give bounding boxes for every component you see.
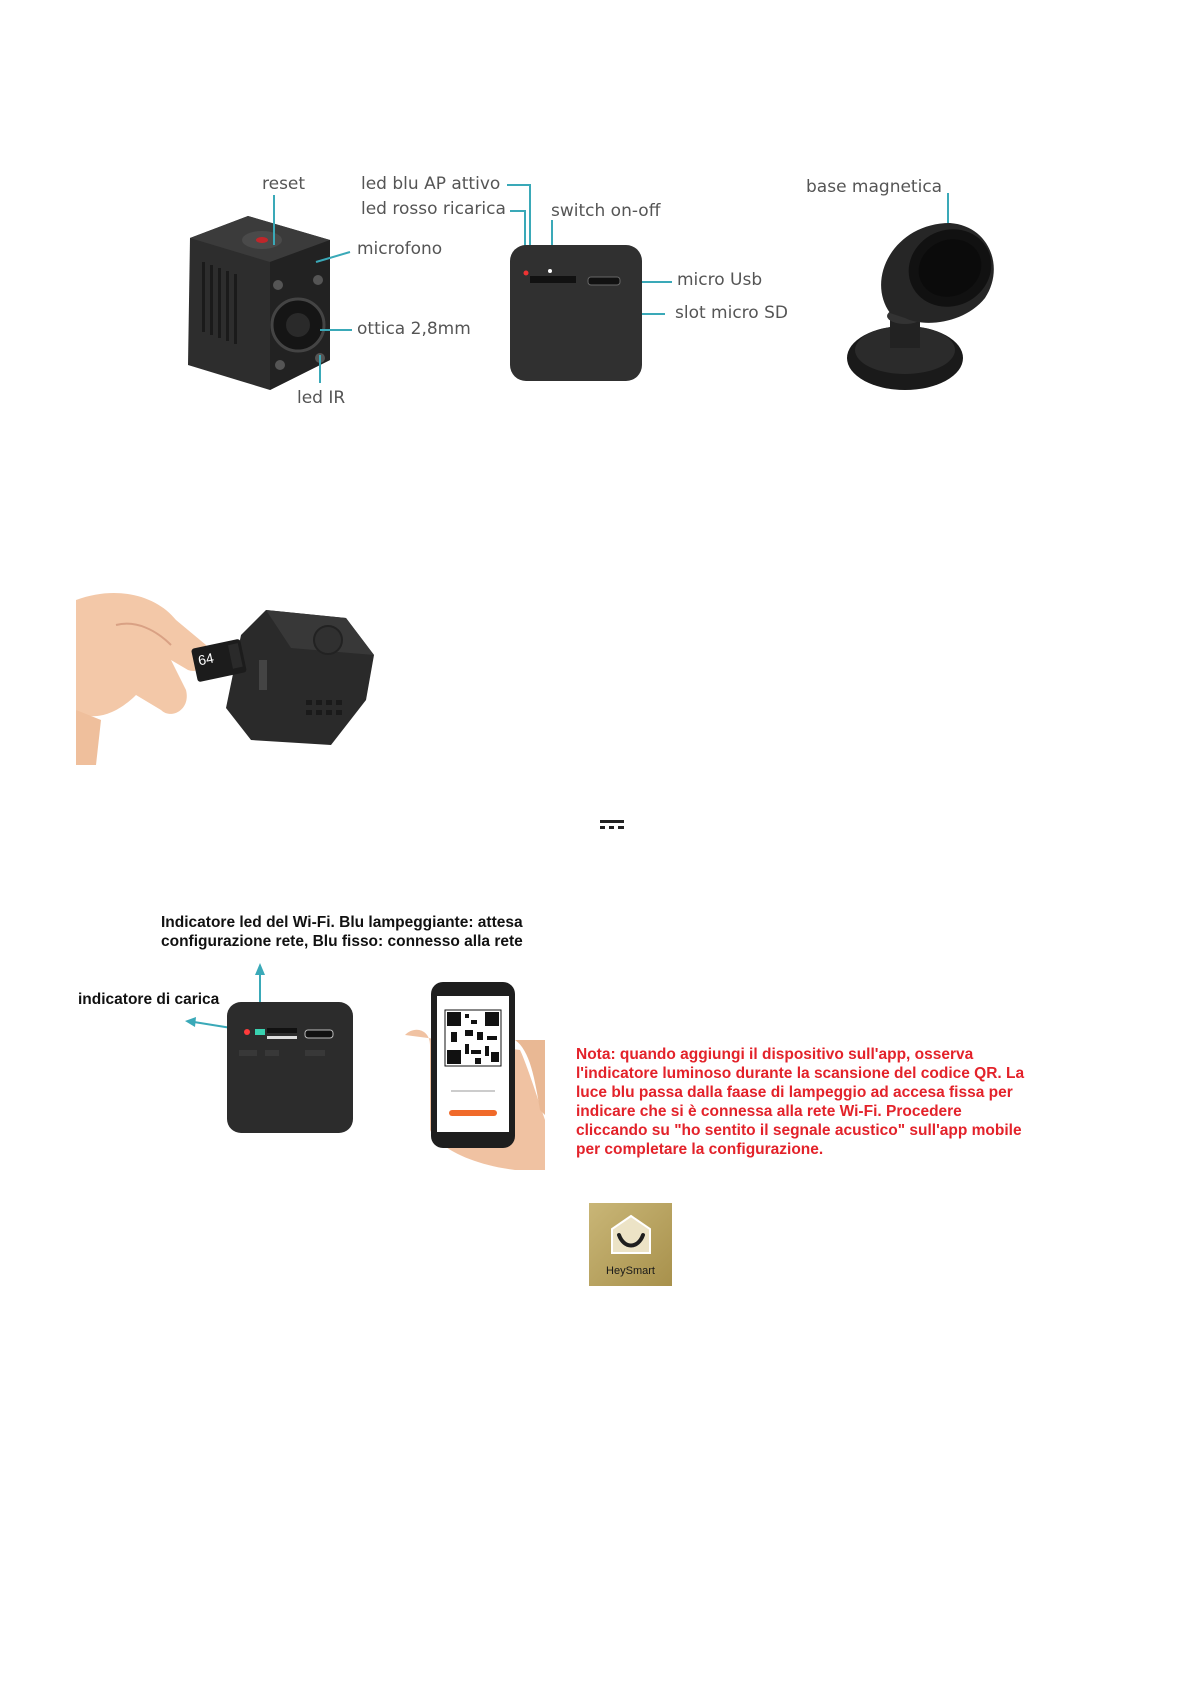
app-icon-label: HeySmart [606,1265,655,1277]
heysmart-app-icon [589,1203,672,1286]
phone-qr-illustration [405,980,545,1170]
wifi-indicator-line-1: Indicatore led del Wi-Fi. Blu lampeggiante: attesa [161,914,523,931]
note-line-3: luce blu passa dalla faase di lampeggio ad accesa fissa per [576,1084,1013,1101]
camera-back-leds-illustration [225,1000,355,1135]
note-line-5: cliccando su "ho sentito il segnale acustico" sull'app mobile [576,1122,1022,1139]
note-line-4: indicare che si è connessa alla rete Wi-Fi. Procedere [576,1103,962,1120]
label-base-magnetica: base magnetica [806,177,943,197]
label-reset: reset [262,174,306,194]
charge-indicator-label: indicatore di carica [78,991,220,1008]
label-ottica: ottica 2,8mm [357,319,471,339]
label-switch: switch on-off [551,201,661,221]
house-smile-icon [609,1213,653,1257]
label-led-ir: led IR [297,388,346,408]
label-led-blu: led blu AP attivo [361,174,501,194]
note-line-1: Nota: quando aggiungi il dispositivo sull'app, osserva [576,1046,974,1063]
label-microfono: microfono [357,239,443,259]
note-line-6: per completare la configurazione. [576,1141,824,1158]
label-led-rosso: led rosso ricarica [361,199,506,219]
configuration-note [576,1045,1024,1159]
sd-card-label: 64 [196,649,216,669]
label-micro-usb: micro Usb [677,270,763,290]
label-slot-sd: slot micro SD [675,303,788,323]
note-line-2: l'indicatore luminoso durante la scansione del codice QR. La [576,1065,1025,1082]
wifi-indicator-line-2: configurazione rete, Blu fisso: connesso alla rete [161,933,523,950]
